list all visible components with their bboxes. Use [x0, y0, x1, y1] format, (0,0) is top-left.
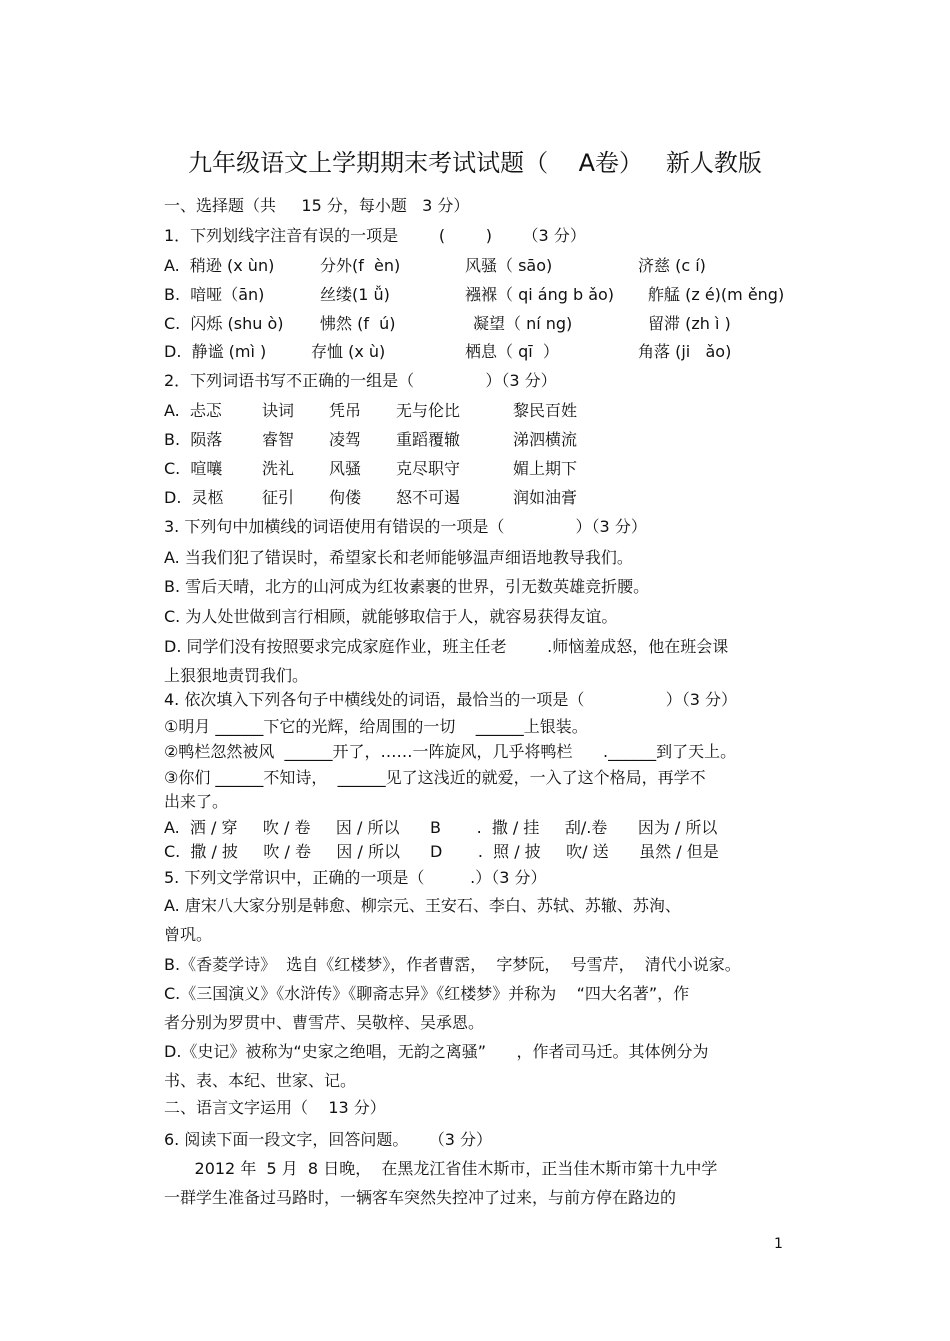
q1-option-a-word-4: 济慈 (c í)	[638, 256, 706, 275]
q5-option-d-line-1: D.《史记》被称为“史家之绝唱，无韵之离骚” ，作者司马迁。其体例分为	[164, 1042, 709, 1061]
section-2-heading: 二、语言文字运用（ 13 分）	[164, 1098, 386, 1117]
q1-option-b-word-3: 襁褓（ qi áng b ǎo)	[465, 285, 615, 304]
q4-option-b: B . 撒 / 挂 刮/.卷 因为 / 所以	[430, 818, 718, 837]
q5-option-b: B.《香菱学诗》 选自《红楼梦》，作者曹霑， 字梦阮， 号雪芹， 清代小说家。	[164, 955, 741, 974]
q1-option-a-word-3: 风骚（ sāo)	[465, 256, 553, 275]
q2-option-c-word-5: 媚上期下	[513, 459, 578, 478]
q1-option-c-word-2: 怫然 (f ú)	[320, 314, 396, 333]
q4-sentence-3: ③你们 ______不知诗， ______见了这浅近的就爱，一入了这个格局，再学不	[164, 768, 706, 787]
q2-option-a-word-3: 凭吊	[329, 401, 362, 420]
q2-option-c-word-2: 洗礼	[262, 459, 295, 478]
question-6-stem: 6. 阅读下面一段文字，回答问题。 （3 分）	[164, 1130, 492, 1149]
q2-option-c: C. 喧嚷	[164, 459, 223, 478]
q4-option-d: D . 照 / 披 吹/ 送 虽然 / 但是	[430, 842, 719, 861]
q2-option-d-word-3: 佝偻	[329, 488, 362, 507]
q4-sentence-1: ①明月 ______下它的光辉，给周围的一切 ______上银装。	[164, 717, 588, 736]
q3-option-a: A. 当我们犯了错误时，希望家长和老师能够温声细语地教导我们。	[164, 548, 633, 567]
q2-option-d-word-5: 润如油膏	[513, 488, 578, 507]
q2-option-a: A. 忐忑	[164, 401, 222, 420]
q5-option-d-line-2: 书、表、本纪、世家、记。	[164, 1071, 357, 1090]
q4-sentence-3-cont: 出来了。	[164, 792, 229, 811]
q5-option-a-line-1: A. 唐宋八大家分别是韩愈、柳宗元、王安石、李白、苏轼、苏辙、苏洵、	[164, 896, 681, 915]
q2-option-d-word-2: 征引	[262, 488, 295, 507]
q1-option-a-word-2: 分外(f èn)	[320, 256, 401, 275]
section-1-heading: 一、选择题（共 15 分，每小题 3 分）	[164, 196, 470, 215]
q3-option-c: C. 为人处世做到言行相顾，就能够取信于人，就容易获得友谊。	[164, 607, 618, 626]
q1-option-d-word-2: 存恤 (x ù)	[311, 342, 386, 361]
q2-option-c-word-3: 风骚	[329, 459, 362, 478]
q4-sentence-2: ②鸭栏忽然被风 ______开了，……一阵旋风，几乎将鸭栏 .______到了天上。	[164, 742, 737, 761]
q2-option-a-word-2: 诀词	[262, 401, 295, 420]
q2-option-b-word-4: 重蹈覆辙	[396, 430, 461, 449]
q4-option-a: A. 洒 / 穿 吹 / 卷 因 / 所以	[164, 818, 400, 837]
q1-option-c-word-3: 凝望（ ní ng)	[473, 314, 573, 333]
q3-option-d-line-2: 上狠狠地责罚我们。	[164, 666, 309, 685]
q5-option-a-line-2: 曾巩。	[164, 925, 213, 944]
q6-passage-line-1: 2012 年 5 月 8 日晚， 在黑龙江省佳木斯市，正当佳木斯市第十九中学	[164, 1159, 718, 1178]
q2-option-c-word-4: 克尽职守	[396, 459, 461, 478]
q1-option-a: A. 稍逊 (x ùn)	[164, 256, 275, 275]
question-4-stem: 4. 依次填入下列各句子中横线处的词语，最恰当的一项是（ ）（3 分）	[164, 690, 737, 709]
q1-option-c: C. 闪烁 (shu ò)	[164, 314, 284, 333]
page-title: 九年级语文上学期期末考试试题（ A卷） 新人教版	[188, 149, 762, 177]
q2-option-b-word-3: 凌驾	[329, 430, 362, 449]
q2-option-a-word-4: 无与伦比	[396, 401, 461, 420]
q1-option-b-word-4: 舴艋 (z é)(m ěng)	[648, 285, 785, 304]
question-3-stem: 3. 下列句中加横线的词语使用有错误的一项是（ ）（3 分）	[164, 517, 647, 536]
q1-option-d-word-3: 栖息（ qī ）	[465, 342, 559, 361]
q2-option-b-word-2: 睿智	[262, 430, 295, 449]
q5-option-c-line-1: C.《三国演义》《水浒传》《聊斋志异》《红楼梦》并称为 “四大名著”，作	[164, 984, 690, 1003]
q4-option-c: C. 撒 / 披 吹 / 卷 因 / 所以	[164, 842, 400, 861]
question-2-stem: 2．下列词语书写不正确的一组是（ ）（3 分）	[164, 371, 557, 390]
question-1-stem: 1．下列划线字注音有误的一项是 ( ) （3 分）	[164, 226, 586, 245]
q6-passage-line-2: 一群学生准备过马路时，一辆客车突然失控冲了过来，与前方停在路边的	[164, 1188, 677, 1207]
q2-option-a-word-5: 黎民百姓	[513, 401, 578, 420]
q1-option-b-word-2: 丝缕(1 ǚ)	[320, 285, 390, 304]
q1-option-d-word-4: 角落 (ji ǎo)	[638, 342, 732, 361]
q1-option-d: D. 静谧 (mì )	[164, 342, 267, 361]
q5-option-c-line-2: 者分别为罗贯中、曹雪芹、吴敬梓、吴承恩。	[164, 1013, 485, 1032]
q1-option-c-word-4: 留滞 (zh ì )	[648, 314, 731, 333]
q2-option-b: B. 陨落	[164, 430, 223, 449]
q2-option-d: D. 灵柩	[164, 488, 224, 507]
q2-option-b-word-5: 涕泗横流	[513, 430, 578, 449]
q1-option-b: B. 喑哑（ān)	[164, 285, 265, 304]
q2-option-d-word-4: 怒不可遏	[396, 488, 461, 507]
page-number: 1	[774, 1236, 783, 1252]
question-5-stem: 5. 下列文学常识中，正确的一项是（ .）（3 分）	[164, 868, 547, 887]
q3-option-d-line-1: D. 同学们没有按照要求完成家庭作业，班主任老 .师恼羞成怒，他在班会课	[164, 637, 729, 656]
q3-option-b: B. 雪后天晴，北方的山河成为红妆素裹的世界，引无数英雄竞折腰。	[164, 577, 650, 596]
